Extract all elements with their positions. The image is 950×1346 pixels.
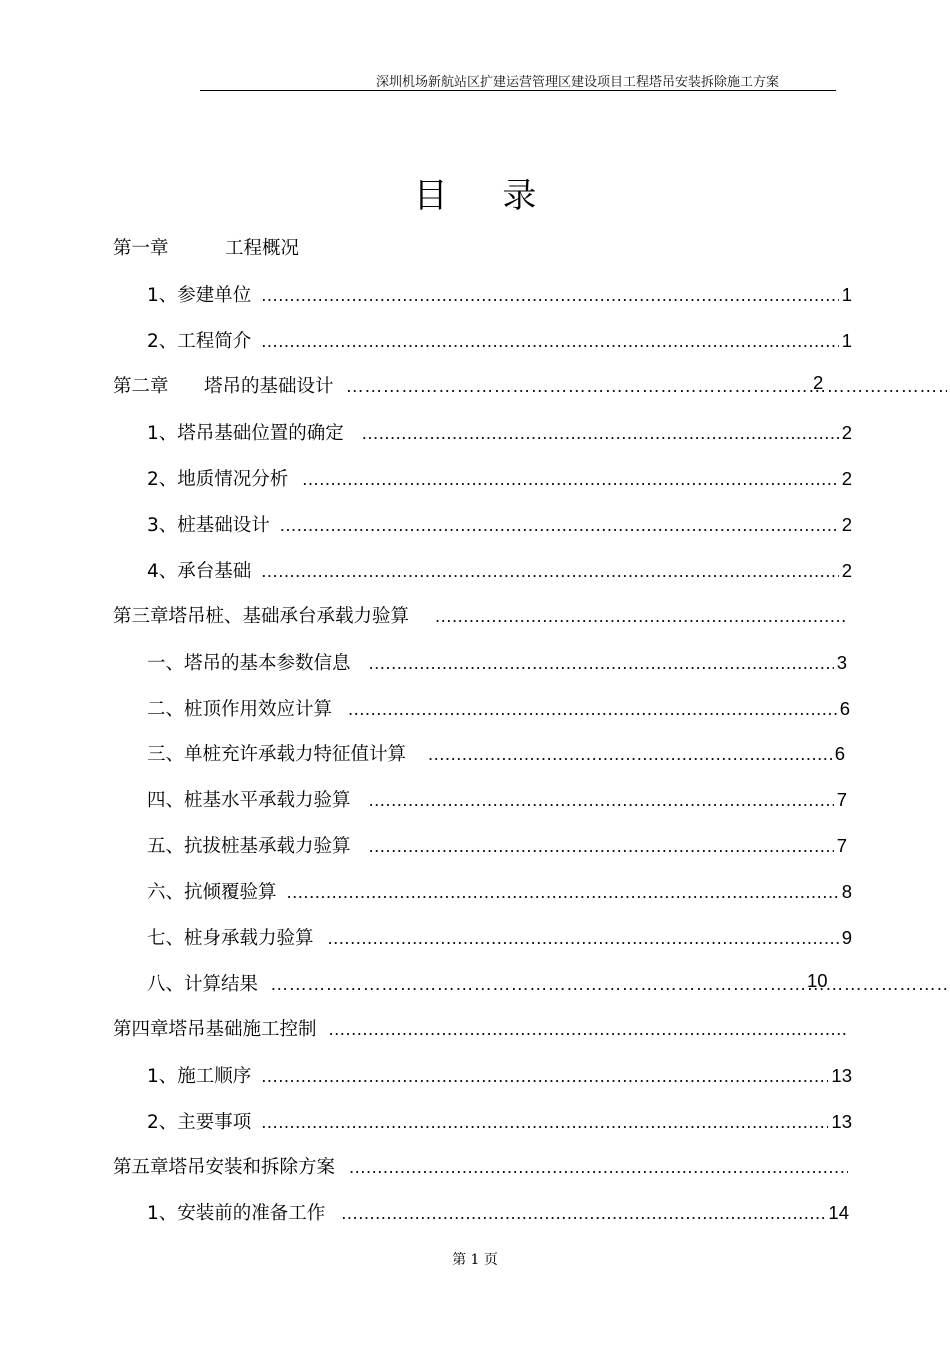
toc-chapter-4[interactable] xyxy=(113,1015,851,1041)
toc-entry-page: 2 xyxy=(813,372,824,393)
dot-leader xyxy=(261,560,838,582)
toc-entry-page: 7 xyxy=(836,835,847,856)
toc-entry-page: 10 xyxy=(807,970,828,991)
toc-entry[interactable] xyxy=(147,970,950,996)
toc-entry-page: 1 xyxy=(841,330,852,351)
toc-entry-page: 7 xyxy=(836,789,847,810)
toc-entry-page: 2 xyxy=(841,514,852,535)
toc-chapter-1[interactable] xyxy=(113,234,363,260)
toc-entry-label: 2、主要事项 xyxy=(147,1112,252,1133)
dot-leader xyxy=(369,652,834,674)
toc-entry-label: 三、单桩充许承载力特征值计算 xyxy=(147,744,407,765)
dot-leader xyxy=(287,881,839,903)
toc-entry-page: 13 xyxy=(831,1065,852,1086)
toc-entry-page: 13 xyxy=(831,1111,852,1132)
toc-entry-label: 2、工程简介 xyxy=(147,331,252,352)
dot-leader xyxy=(435,605,847,627)
toc-entry-page: 8 xyxy=(841,881,852,902)
toc-entry[interactable] xyxy=(147,740,845,766)
toc-entry[interactable] xyxy=(147,419,852,445)
toc-entry[interactable] xyxy=(147,786,847,812)
dot-leader xyxy=(341,1202,825,1224)
toc-entry-label: 五、抗拔桩基承载力验算 xyxy=(147,836,351,857)
toc-entry-label: 二、桩顶作用效应计算 xyxy=(147,699,333,720)
toc-entry[interactable] xyxy=(147,281,852,307)
toc-entry-label: 2、地质情况分析 xyxy=(147,469,289,490)
toc-entry-label: 八、计算结果 xyxy=(147,974,259,995)
dot-leader xyxy=(280,514,839,536)
dot-leader xyxy=(362,422,839,444)
chapter-number: 第三章 xyxy=(113,606,169,627)
toc-entry-label: 六、抗倾覆验算 xyxy=(147,882,277,903)
toc-entry-page: 2 xyxy=(841,560,852,581)
chapter-number: 第二章 xyxy=(113,376,169,397)
toc-entry[interactable] xyxy=(147,878,852,904)
toc-chapter-5[interactable] xyxy=(113,1153,851,1179)
chapter-number: 第一章 xyxy=(113,238,169,259)
toc-entry-label: 1、参建单位 xyxy=(147,285,252,306)
toc-title: 目 录 xyxy=(413,176,559,216)
dot-leader xyxy=(369,789,834,811)
toc-entry[interactable] xyxy=(147,1199,849,1225)
toc-entry[interactable] xyxy=(147,1062,852,1088)
toc-entry-label: 七、桩身承载力验算 xyxy=(147,928,314,949)
toc-entry-label: 1、施工顺序 xyxy=(147,1066,252,1087)
dot-leader xyxy=(349,1156,848,1178)
toc-entry[interactable] xyxy=(147,1108,852,1134)
dot-leader xyxy=(369,835,834,857)
toc-entry-label: 四、桩基水平承载力验算 xyxy=(147,790,351,811)
dot-leader xyxy=(302,468,838,490)
dot-leader xyxy=(346,375,947,397)
dot-leader xyxy=(328,927,839,949)
chapter-title: 塔吊桩、基础承台承载力验算 xyxy=(168,606,410,627)
toc-entry[interactable] xyxy=(147,695,850,721)
toc-entry[interactable] xyxy=(147,832,847,858)
dot-leader xyxy=(261,330,838,352)
running-header: 深圳机场新航站区扩建运营管理区建设项目工程塔吊安装拆除施工方案 xyxy=(375,75,779,90)
dot-leader xyxy=(348,698,837,720)
chapter-number: 第五章 xyxy=(113,1157,169,1178)
chapter-title: 工程概况 xyxy=(225,238,300,259)
toc-entry[interactable] xyxy=(147,649,847,675)
toc-chapter-3[interactable] xyxy=(113,602,850,628)
chapter-title: 塔吊基础施工控制 xyxy=(168,1019,317,1040)
dot-leader xyxy=(261,1065,828,1087)
toc-entry-page: 1 xyxy=(841,284,852,305)
toc-entry[interactable] xyxy=(147,924,852,950)
chapter-number: 第四章 xyxy=(113,1019,169,1040)
header-rule xyxy=(200,90,836,91)
toc-entry-page: 6 xyxy=(839,698,850,719)
toc-entry-label: 1、塔吊基础位置的确定 xyxy=(147,423,344,444)
dot-leader xyxy=(261,1111,828,1133)
toc-entry-page: 2 xyxy=(841,422,852,443)
dot-leader xyxy=(261,284,838,306)
page-number-footer: 第 1 页 xyxy=(452,1252,498,1268)
dot-leader xyxy=(428,743,832,765)
chapter-title: 塔吊安装和拆除方案 xyxy=(168,1157,336,1178)
toc-entry-page: 3 xyxy=(836,652,847,673)
chapter-title: 塔吊的基础设计 xyxy=(204,376,334,397)
toc-entry[interactable] xyxy=(147,511,852,537)
toc-entry[interactable] xyxy=(147,327,852,353)
toc-entry-label: 一、塔吊的基本参数信息 xyxy=(147,653,351,674)
toc-chapter-2[interactable] xyxy=(113,372,950,398)
toc-entry-page: 6 xyxy=(834,743,845,764)
toc-entry[interactable] xyxy=(147,557,852,583)
toc-entry-label: 4、承台基础 xyxy=(147,561,252,582)
toc-entry-label: 3、桩基础设计 xyxy=(147,515,270,536)
toc-entry-page: 14 xyxy=(828,1202,849,1223)
toc-entry-label: 1、安装前的准备工作 xyxy=(147,1203,326,1224)
dot-leader xyxy=(329,1018,848,1040)
toc-entry-page: 2 xyxy=(841,468,852,489)
toc-entry[interactable] xyxy=(147,465,852,491)
toc-entry-page: 9 xyxy=(841,927,852,948)
dot-leader xyxy=(270,973,947,995)
